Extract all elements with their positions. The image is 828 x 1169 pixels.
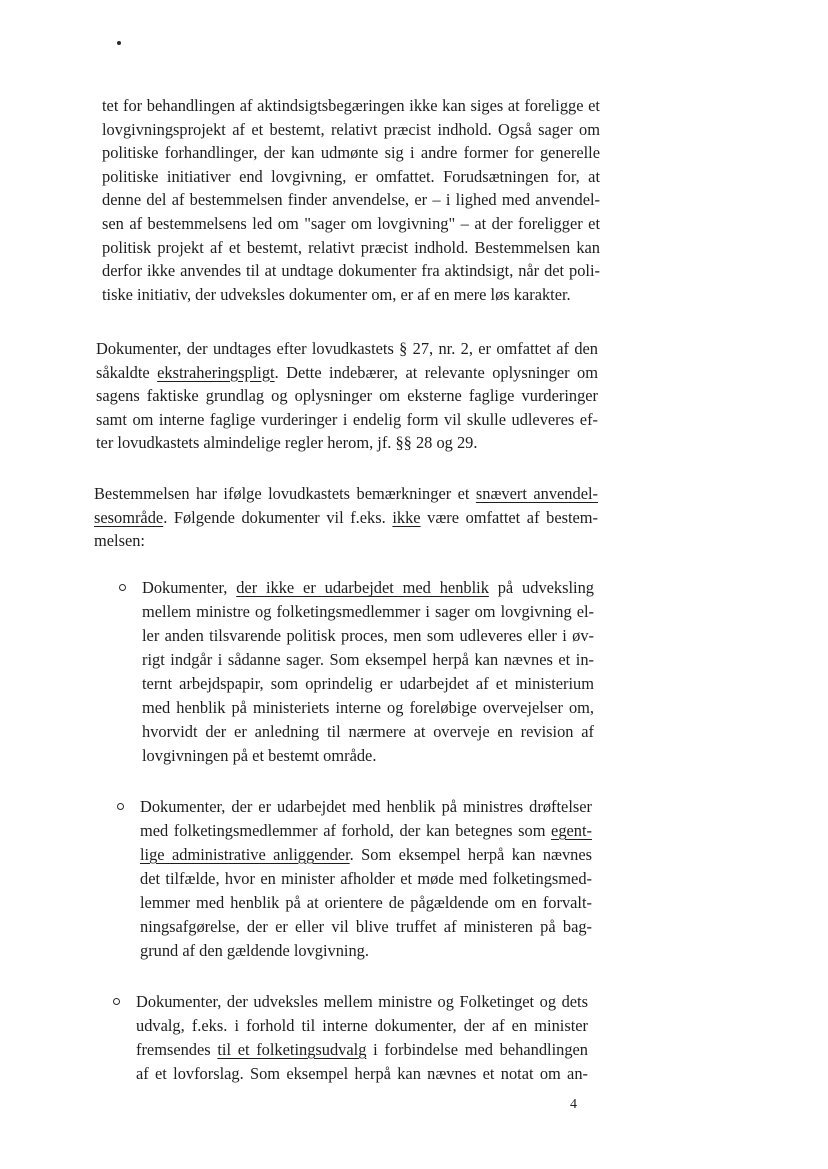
paragraph-line: denne del af bestemmelsen finder anvendelse, er – i lighed med anvendel- — [102, 190, 600, 210]
paragraph-line: Dokumenter, der undtages efter lovudkastets § 27, nr. 2, er omfattet af den — [96, 339, 598, 358]
bullet-line: lemmer med henblik på at orientere de pågældende om en forvalt- — [140, 893, 592, 912]
bullet-icon — [117, 803, 124, 810]
bullet-line: hvorvidt der er anledning til nærmere at overveje en revision af — [142, 722, 594, 741]
paragraph-line: ter lovudkastets almindelige regler herom, jf. §§ 28 og 29. — [96, 433, 478, 453]
paragraph-line — [96, 361, 598, 385]
text-run: med folketingsmedlemmer af forhold, der kan betegnes som — [140, 821, 552, 840]
bullet-line: rigt indgår i sådanne sager. Som eksempel herpå kan nævnes et in- — [142, 650, 594, 669]
bullet-item-3 — [136, 990, 588, 1086]
bullet-line: det tilfælde, hvor en minister afholder et møde med folketingsmed- — [140, 869, 592, 888]
bullet-item-2 — [140, 795, 592, 963]
bullet-line: lovgivningen på et bestemt område. — [142, 746, 377, 765]
text-run: . Dette indebærer, at relevante oplysninger om — [274, 362, 598, 382]
paragraph-line: sen af bestemmelsens led om "sager om lovgivning" – at der foreligger et — [102, 213, 600, 233]
text-run: Dokumenter, — [142, 578, 237, 597]
text-run: . Følgende dokumenter vil f.eks. — [163, 507, 393, 527]
bullet-icon — [119, 584, 126, 591]
underlined-term: der ikke er udarbejdet med henblik — [236, 578, 489, 597]
paragraph-line: sagens faktiske grundlag og oplysninger om eksterne faglige vurderinger — [96, 386, 598, 406]
paragraph-3 — [94, 482, 598, 553]
text-run: . Som eksempel herpå kan nævnes — [349, 845, 592, 864]
scan-speck — [117, 41, 121, 45]
underlined-term: lige administrative anliggender — [140, 845, 350, 864]
paragraph-line: lovgivningsprojekt af et bestemt, relativt præcist indhold. Også sager om — [102, 119, 600, 139]
paragraph-line: melsen: — [94, 531, 145, 551]
bullet-line: med henblik på ministeriets interne og foreløbige overvejelser om, — [142, 698, 594, 717]
bullet-line: ler anden tilsvarende politisk proces, men som udleveres eller i øv- — [142, 626, 594, 645]
bullet-icon — [113, 998, 120, 1005]
text-run: Bestemmelsen har ifølge lovudkastets bemærkninger et — [94, 484, 476, 503]
bullet-line: ternt arbejdspapir, som oprindelig er udarbejdet af et ministerium — [142, 674, 594, 693]
text-run: såkaldte — [96, 362, 158, 382]
paragraph-1 — [102, 94, 600, 306]
underlined-term: ikke — [392, 507, 421, 527]
paragraph-line — [94, 506, 598, 530]
underlined-term: egent- — [551, 821, 592, 840]
text-run: fremsendes — [136, 1040, 218, 1059]
bullet-line — [136, 1038, 588, 1062]
underlined-term: snævert anvendel- — [475, 484, 598, 503]
text-run: være omfattet af bestem- — [420, 507, 599, 527]
paragraph-line — [94, 482, 598, 506]
bullet-line: grund af den gældende lovgivning. — [140, 941, 369, 960]
underlined-term: sesområde — [94, 507, 164, 527]
bullet-line: mellem ministre og folketingsmedlemmer i sager om lovgivning el- — [142, 602, 594, 621]
bullet-line: Dokumenter, der udveksles mellem ministre og Folketinget og dets — [136, 992, 588, 1011]
paragraph-line: samt om interne faglige vurderinger i endelig form vil skulle udleveres ef- — [96, 409, 598, 429]
paragraph-line: tet for behandlingen af aktindsigtsbegæringen ikke kan siges at foreligge et — [102, 96, 600, 115]
bullet-line — [140, 819, 592, 843]
page-number: 4 — [570, 1097, 577, 1112]
paragraph-line: politisk projekt af et bestemt, relativt præcist indhold. Bestemmelsen kan — [102, 237, 600, 257]
bullet-line: ningsafgørelse, der er eller vil blive truffet af ministeren på bag- — [140, 917, 592, 936]
bullet-line: udvalg, f.eks. i forhold til interne dokumenter, der af en minister — [136, 1016, 588, 1035]
bullet-line — [142, 576, 594, 600]
paragraph-line: politiske forhandlinger, der kan udmønte sig i andre former for generelle — [102, 143, 600, 163]
paragraph-line: politiske initiativer end lovgivning, er omfattet. Forudsætningen for, at — [102, 166, 600, 186]
bullet-line: af et lovforslag. Som eksempel herpå kan nævnes et notat om an- — [136, 1064, 588, 1083]
paragraph-2 — [96, 337, 598, 455]
underlined-term: til et folketingsudvalg — [217, 1040, 367, 1059]
paragraph-line: derfor ikke anvendes til at undtage dokumenter fra aktindsigt, når det poli- — [102, 261, 600, 281]
bullet-line: Dokumenter, der er udarbejdet med henblik på ministres drøftelser — [140, 797, 592, 816]
paragraph-line: tiske initiativ, der udveksles dokumenter om, er af en mere løs karakter. — [102, 284, 571, 304]
text-run: på udveksling — [488, 578, 594, 597]
text-run: i forbindelse med behandlingen — [366, 1040, 588, 1059]
underlined-term: ekstraheringspligt — [157, 362, 275, 382]
bullet-line — [140, 843, 592, 867]
bullet-item-1 — [142, 576, 594, 768]
